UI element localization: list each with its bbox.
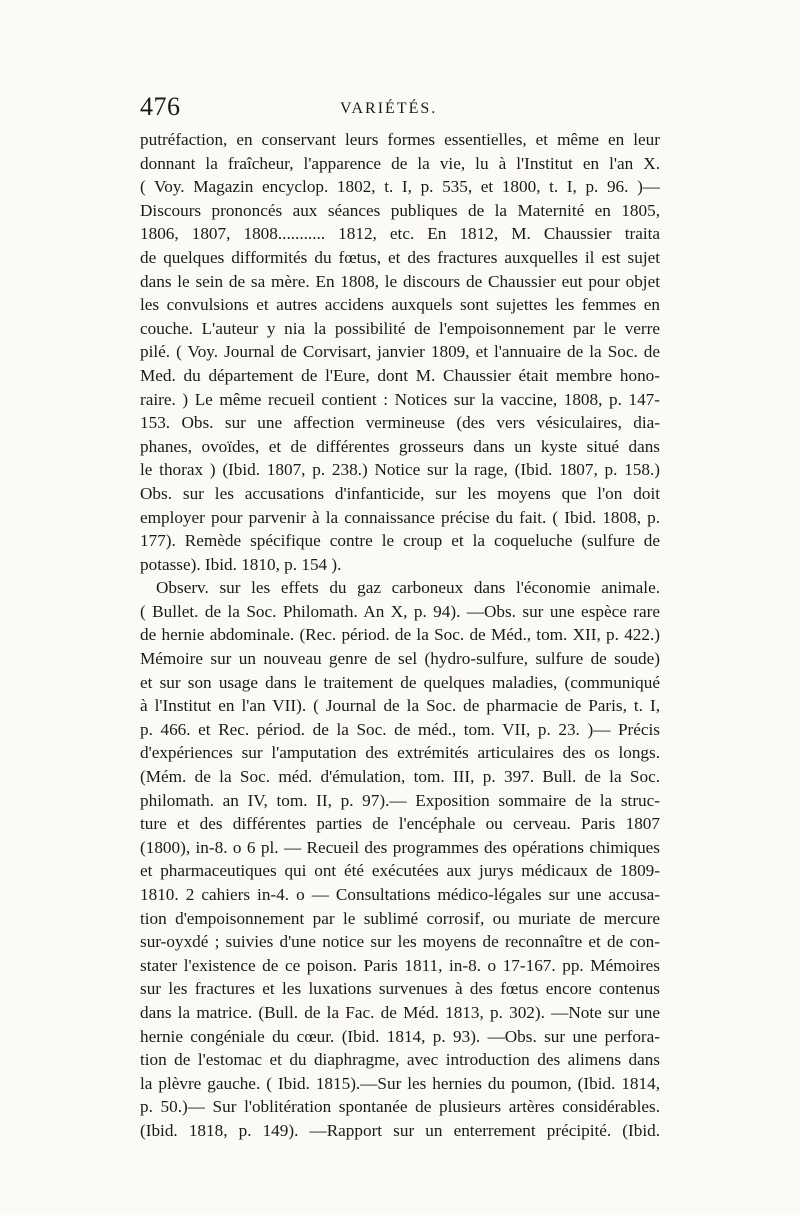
- text-line: 1810. 2 cahiers in-4. o — Consultations médico-légales sur une accusa-: [140, 885, 660, 904]
- text-line: et pharmaceutiques qui ont été exécutées aux jurys médicaux de 1809-: [140, 861, 660, 881]
- text-line: de quelques difformités du fœtus, et des fractures auxquelles il est sujet: [140, 247, 660, 267]
- text-line: les convulsions et autres accidens auxquels sont sujettes les femmes en: [140, 295, 660, 315]
- running-head: VARIÉTÉS.: [340, 100, 438, 117]
- page-number: 476: [140, 92, 181, 121]
- text-line: Mémoire sur un nouveau genre de sel (hydro-sulfure, sulfure de soude): [140, 649, 660, 669]
- text-line: à l'Institut en l'an VII). ( Journal de la Soc. de pharmacie de Paris, t. I,: [140, 696, 660, 716]
- text-line: raire. ) Le même recueil contient : Notices sur la vaccine, 1808, p. 147-: [140, 389, 660, 409]
- text-line: 153. Obs. sur une affection vermineuse (des vers vésiculaires, dia-: [140, 413, 660, 433]
- text-line: dans le sein de sa mère. En 1808, le discours de Chaussier eut pour objet: [140, 271, 660, 291]
- text-line: dans la matrice. (Bull. de la Fac. de Méd. 1813, p. 302). —Note sur une: [140, 1002, 660, 1022]
- text-line: sur-oyxdé ; suivies d'une notice sur les moyens de reconnaître et de con-: [140, 932, 660, 952]
- text-line: putréfaction, en conservant leurs formes essentielles, et même en leur: [140, 130, 660, 149]
- text-line: (1800), in-8. o 6 pl. — Recueil des programmes des opérations chimiques: [140, 837, 660, 857]
- text-line: tion de l'estomac et du diaphragme, avec introduction des alimens dans: [140, 1050, 660, 1070]
- text-line: ( Voy. Magazin encyclop. 1802, t. I, p. 535, et 1800, t. I, p. 96. )—: [140, 177, 660, 197]
- text-line: d'expériences sur l'amputation des extrémités articulaires des os longs.: [140, 743, 660, 763]
- text-line: ture et des différentes parties de l'encéphale ou cerveau. Paris 1807: [140, 814, 660, 834]
- text-line: la plèvre gauche. ( Ibid. 1815).—Sur les hernies du poumon, (Ibid. 1814,: [140, 1073, 660, 1093]
- text-line: Obs. sur les accusations d'infanticide, sur les moyens que l'on doit: [140, 483, 660, 503]
- body-text: [140, 128, 660, 1143]
- text-line: hernie congéniale du cœur. (Ibid. 1814, p. 93). —Obs. sur une perfora-: [140, 1026, 660, 1046]
- text-line: potasse). Ibid. 1810, p. 154 ).: [140, 554, 342, 574]
- text-line: p. 50.)— Sur l'oblitération spontanée de plusieurs artères considérables.: [140, 1097, 660, 1117]
- text-line: philomath. an IV, tom. II, p. 97).— Exposition sommaire de la struc-: [140, 790, 660, 810]
- text-line: (Ibid. 1818, p. 149). —Rapport sur un enterrement précipité. (Ibid.: [140, 1120, 660, 1140]
- text-line: employer pour parvenir à la connaissance précise du fait. ( Ibid. 1808, p.: [140, 507, 660, 527]
- text-line: pilé. ( Voy. Journal de Corvisart, janvier 1809, et l'annuaire de la Soc. de: [140, 342, 660, 362]
- text-line: le thorax ) (Ibid. 1807, p. 238.) Notice sur la rage, (Ibid. 1807, p. 158.): [140, 460, 660, 480]
- text-line: donnant la fraîcheur, l'apparence de la vie, lu à l'Institut en l'an X.: [140, 153, 660, 173]
- text-line: stater l'existence de ce poison. Paris 1811, in-8. o 17-167. pp. Mémoires: [140, 955, 660, 975]
- text-line: couche. L'auteur y nia la possibilité de l'empoisonnement par le verre: [140, 318, 660, 338]
- text-line: Observ. sur les effets du gaz carboneux dans l'économie animale.: [156, 578, 660, 598]
- text-line: sur les fractures et les luxations survenues à des fœtus encore contenus: [140, 979, 660, 999]
- text-line: (Mém. de la Soc. méd. d'émulation, tom. III, p. 397. Bull. de la Soc.: [140, 767, 660, 787]
- text-line: 1806, 1807, 1808........... 1812, etc. En 1812, M. Chaussier traita: [140, 224, 660, 244]
- text-line: tion d'empoisonnement par le sublimé corrosif, ou muriate de mercure: [140, 908, 660, 928]
- text-line: phanes, ovoïdes, et de différentes grosseurs dans un kyste situé dans: [140, 436, 660, 456]
- text-line: Med. du département de l'Eure, dont M. Chaussier était membre hono-: [140, 365, 660, 385]
- text-line: de hernie abdominale. (Rec. périod. de la Soc. de Méd., tom. XII, p. 422.): [140, 625, 660, 645]
- text-line: p. 466. et Rec. périod. de la Soc. de méd., tom. VII, p. 23. )— Précis: [140, 719, 660, 739]
- text-line: ( Bullet. de la Soc. Philomath. An X, p. 94). —Obs. sur une espèce rare: [140, 601, 660, 621]
- page-header: [140, 92, 660, 122]
- text-line: 177). Remède spécifique contre le croup et la coqueluche (sulfure de: [140, 531, 660, 551]
- text-line: Discours prononcés aux séances publiques de la Maternité en 1805,: [140, 200, 660, 220]
- text-line: et sur son usage dans le traitement de quelques maladies, (communiqué: [140, 672, 660, 692]
